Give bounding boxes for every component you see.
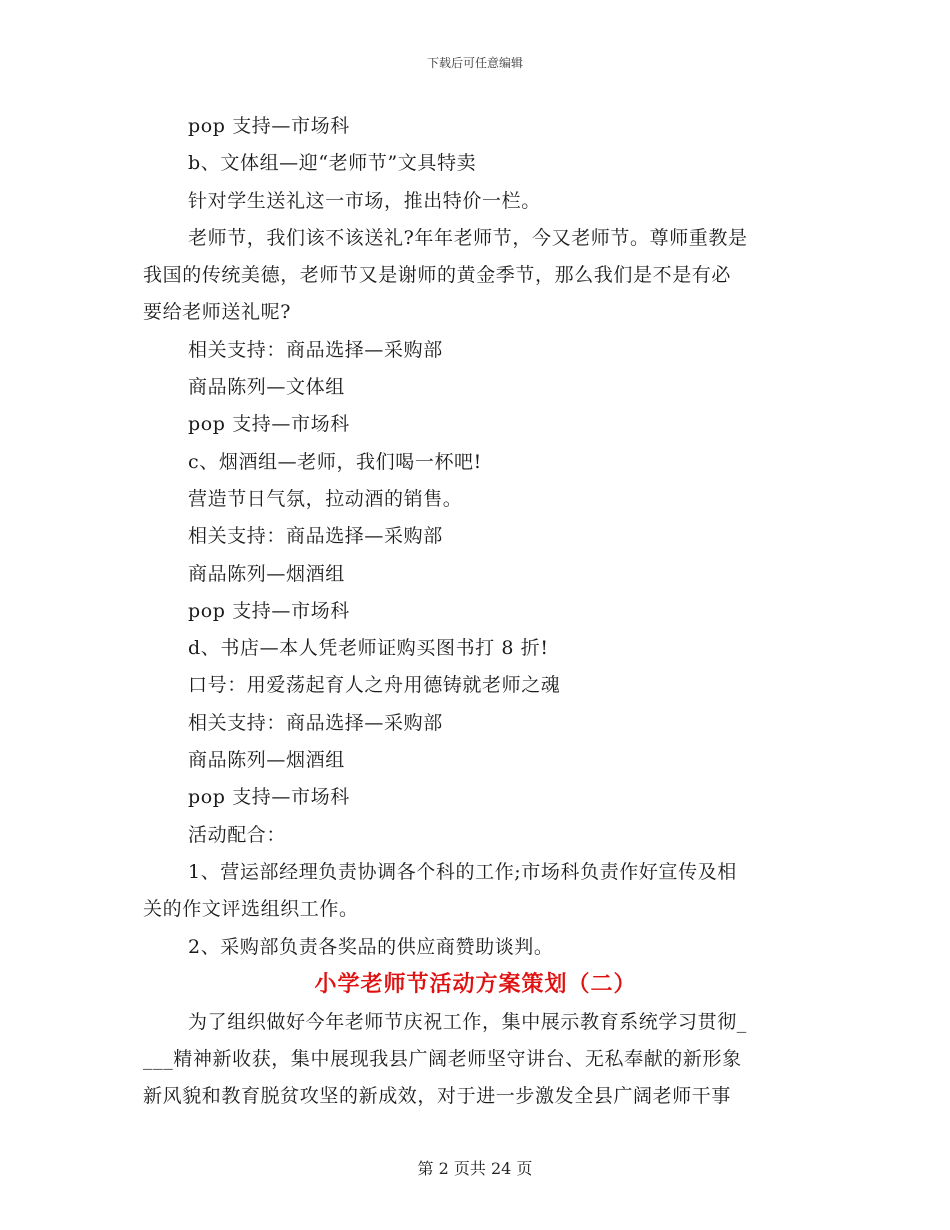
text-line: 2、采购部负责各奖品的供应商赞助谈判。 xyxy=(188,935,554,958)
text-line: 营造节日气氛，拉动酒的销售。 xyxy=(188,487,463,510)
text-line: 相关支持：商品选择—采购部 xyxy=(188,338,443,361)
text-line: 活动配合： xyxy=(188,823,287,846)
text-line: 要给老师送礼呢? xyxy=(143,301,291,324)
text-line: ___精神新收获，集中展现我县广阔老师坚守讲台、无私奉献的新形象 xyxy=(143,1048,742,1071)
text-line: 相关支持：商品选择—采购部 xyxy=(188,525,443,548)
text-line: 我国的传统美德，老师节又是谢师的黄金季节，那么我们是不是有必 xyxy=(143,264,732,287)
section-title: 小学老师节活动方案策划（二） xyxy=(314,970,637,997)
document-body xyxy=(143,108,808,1116)
text-line: pop 支持—市场科 xyxy=(188,115,350,137)
text-line: 商品陈列—文体组 xyxy=(188,376,345,399)
page-header: 下载后可任意编辑 xyxy=(426,56,523,70)
text-line: 针对学生送礼这一市场，推出特价一栏。 xyxy=(188,189,541,212)
text-line: 老师节，我们该不该送礼?年年老师节，今又老师节。尊师重教是 xyxy=(188,226,748,249)
text-line: 商品陈列—烟酒组 xyxy=(188,749,345,772)
text-line: 关的作文评选组织工作。 xyxy=(143,898,359,921)
text-line: 商品陈列—烟酒组 xyxy=(188,562,345,585)
text-line: pop 支持—市场科 xyxy=(188,599,350,622)
text-line: 相关支持：商品选择—采购部 xyxy=(188,711,443,734)
text-line: 1、营运部经理负责协调各个科的工作;市场科负责作好宣传及相 xyxy=(188,860,737,883)
text-line: 为了组织做好今年老师节庆祝工作，集中展示教育系统学习贯彻_ xyxy=(188,1010,747,1033)
text-line: b、文体组—迎“老师节”文具特卖 xyxy=(188,152,477,175)
text-line: d、书店—本人凭老师证购买图书打 8 折! xyxy=(188,637,549,660)
text-line: pop 支持—市场科 xyxy=(188,786,350,809)
text-line: c、烟酒组—老师，我们喝一杯吧! xyxy=(188,450,482,473)
text-line: 口号：用爱荡起育人之舟用德铸就老师之魂 xyxy=(188,674,561,697)
page-footer: 第 2 页共 24 页 xyxy=(417,1159,533,1178)
text-line: pop 支持—市场科 xyxy=(188,413,350,436)
text-line: 新风貌和教育脱贫攻坚的新成效，对于进一步激发全县广阔老师干事 xyxy=(143,1085,732,1108)
